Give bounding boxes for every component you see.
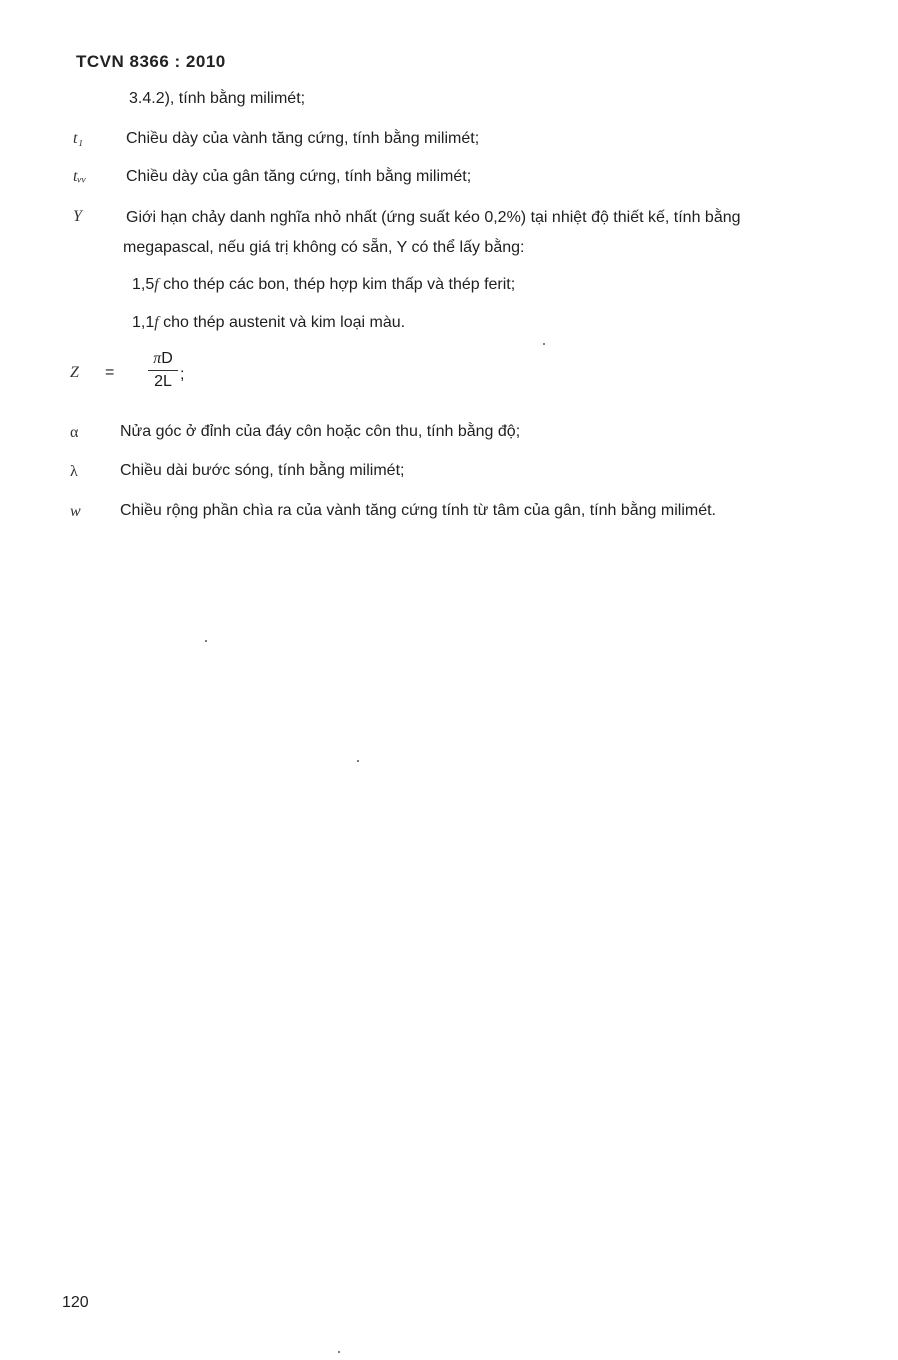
scan-speck bbox=[205, 640, 207, 642]
symbol-alpha: α bbox=[70, 424, 79, 441]
y-option-austenite-text: cho thép austenit và kim loại màu. bbox=[163, 314, 406, 331]
z-fraction bbox=[148, 350, 178, 391]
definition-y-line2: megapascal, nếu giá trị không có sẵn, Y có thể lấy bằng: bbox=[123, 239, 525, 256]
definition-alpha: Nửa góc ở đỉnh của đáy côn hoặc côn thu, tính bằng độ; bbox=[120, 423, 521, 440]
y-option-carbon bbox=[132, 276, 515, 294]
z-equals: = bbox=[105, 364, 115, 381]
z-semicolon: ; bbox=[180, 366, 185, 383]
y-option-carbon-var: f bbox=[154, 276, 159, 293]
z-denominator: 2L bbox=[154, 373, 172, 390]
document-header: TCVN 8366 : 2010 bbox=[76, 52, 226, 71]
scan-speck bbox=[357, 760, 359, 762]
definition-lambda: Chiều dài bước sóng, tính bằng milimét; bbox=[120, 462, 405, 479]
y-option-austenite-var: f bbox=[154, 314, 159, 331]
definition-y-line1: Giới hạn chảy danh nghĩa nhỏ nhất (ứng suất kéo 0,2%) tại nhiệt độ thiết kế, tính bằng bbox=[126, 209, 741, 226]
definition-w: Chiều rộng phần chìa ra của vành tăng cứng tính từ tâm của gân, tính bằng milimét. bbox=[120, 502, 716, 519]
y-option-austenite bbox=[132, 314, 405, 332]
symbol-lambda: λ bbox=[70, 463, 78, 480]
continuation-line: 3.4.2), tính bằng milimét; bbox=[129, 90, 306, 107]
definition-tw: Chiều dày của gân tăng cứng, tính bằng milimét; bbox=[126, 168, 472, 185]
scan-speck bbox=[543, 343, 545, 345]
symbol-t1: t₁ bbox=[73, 130, 84, 147]
y-option-carbon-text: cho thép các bon, thép hợp kim thấp và thép ferit; bbox=[163, 276, 516, 293]
z-numerator: πD bbox=[148, 350, 178, 371]
page-number: 120 bbox=[62, 1294, 89, 1311]
y-option-carbon-coef: 1,5 bbox=[132, 276, 155, 293]
symbol-z: Z bbox=[70, 364, 79, 381]
y-option-austenite-coef: 1,1 bbox=[132, 314, 155, 331]
definition-t1: Chiều dày của vành tăng cứng, tính bằng milimét; bbox=[126, 130, 480, 147]
symbol-w: w bbox=[70, 503, 81, 520]
symbol-tw: tᵥᵥ bbox=[73, 168, 87, 185]
symbol-y: Y bbox=[73, 208, 82, 225]
scan-speck bbox=[338, 1351, 340, 1353]
